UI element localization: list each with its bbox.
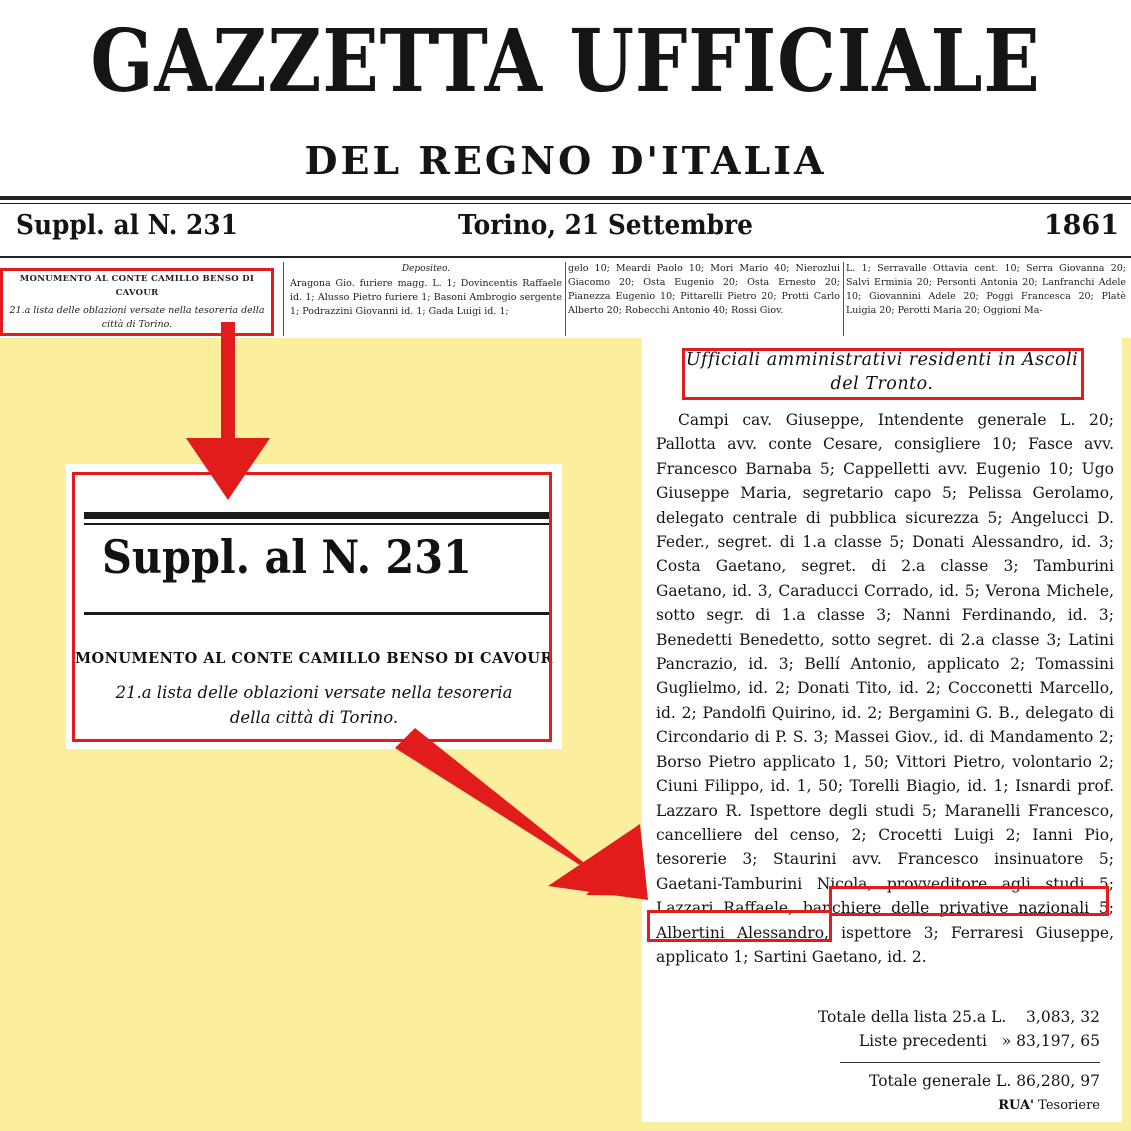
total-list-row xyxy=(818,1008,1100,1026)
zoom-supplement-number: Suppl. al N. 231 xyxy=(102,530,472,584)
totals-rule xyxy=(840,1062,1100,1063)
column-heading: Depositeo. xyxy=(401,264,451,274)
column-divider xyxy=(283,262,284,336)
year: 1861 xyxy=(1043,210,1119,241)
article-heading-line-2: del Tronto. xyxy=(830,374,934,394)
highlight-box-name xyxy=(829,886,1109,916)
highlight-box-title xyxy=(647,910,832,942)
column-divider xyxy=(565,262,566,336)
total-list-value: 3,083, 32 xyxy=(1026,1008,1100,1026)
monument-title-small: MONUMENTO AL CONTE CAMILLO BENSO DI CAVOUR xyxy=(19,274,255,298)
grand-total-label: Totale generale L. xyxy=(869,1072,1012,1090)
dateline xyxy=(0,208,1131,252)
dateline-rule xyxy=(0,256,1131,258)
previous-lists-value: » 83,197, 65 xyxy=(1001,1032,1100,1050)
arrow-diagonal-icon xyxy=(395,728,648,900)
column-excerpt-3: gelo 10; Meardi Paolo 10; Mori Mario 40; Nierozlui Giacomo 20; Osta Eugenio 20; Osta Ernesto 20; Pianezza Eugenio 10; Pittarelli Pietro 20; Protti Carlo Alberto 20; Robecchi Antonio 40; Rossi Giov. xyxy=(568,263,840,316)
article-excerpt xyxy=(642,338,1122,1122)
zoom-monument-title: MONUMENTO AL CONTE CAMILLO BENSO DI CAVOUR xyxy=(74,650,554,667)
grand-total-value: 86,280, 97 xyxy=(1016,1072,1100,1090)
previous-lists-row xyxy=(859,1032,1100,1050)
masthead-rule-thin xyxy=(0,203,1131,204)
masthead-rule xyxy=(0,196,1131,200)
treasurer-role: Tesoriere xyxy=(1038,1098,1100,1113)
column-divider xyxy=(843,262,844,336)
highlight-box-article-heading xyxy=(682,348,1084,400)
total-list-label: Totale della lista 25.a L. xyxy=(817,1008,1007,1026)
article-heading-line-1: Ufficiali amministrativi residenti in Ascoli xyxy=(685,350,1079,370)
newspaper-title: GAZZETTA UFFICIALE xyxy=(90,11,1041,112)
highlight-box-zoom xyxy=(72,472,552,742)
column-excerpt-4: L. 1; Serravalle Ottavia cent. 10; Serra Giovanna 20; Salvi Erminia 20; Personti Antonia 20; Lanfranchi Adele 10; Giovannini Adele 20; Poggi Francesca 20; Platè Luigia 20; Perotti Maria 20; Oggioni Ma- xyxy=(846,263,1126,316)
treasurer-signature xyxy=(998,1098,1100,1113)
article-text-before: Campi cav. Giuseppe, Intendente generale L. 20; Pallotta avv. conte Cesare, consigliere 10; Fasce avv. Francesco Barnaba 5; Cappelletti avv. Eugenio 10; Ugo Giuseppe Maria, segretario capo 5; Pelissa Gerolamo, delegato centrale di pubblica sicurezza 5; Angelucci D. Feder., segret. di 1.a classe 5; Donati Alessandro, id. 3; Costa Gaetano, segret. di 2.a classe 3; Tamburini Gaetano, id. 3, Caraducci Corrado, id. 5; Verona Michele, sotto segr. di 1.a classe 3; Nanni Ferdinando, id. 3; Benedetti Benedetto, sotto segret. di 2.a classe 3; Latini Pancrazio, id. 3; Bellí Antonio, applicato 2; Tomassini Guglielmo, id. 2; Donati Tito, id. 2; Cocconetti Marcello, id. 2; Pandolfi Quirino, id. 2; Bergamini G. B., delegato di Circondario di P. S. 3; Massei Giov., id. di Mandamento 2; Borso Pietro applicato 1, 50; Vittori Pietro, volontario 2; Ciuni Filippo, id. 1, 50; Torelli Biagio, id. 1; Isnardi prof. Lazzaro R. Ispettore degli studi 5; Maranelli Francesco, cancelliere del censo, 2; Crocetti Luigi 2; Ianni Pio, tesorerie 3; Staurini avv. Francesco insinuatore 5; xyxy=(656,411,1114,869)
previous-lists-label: Liste precedenti xyxy=(858,1032,987,1050)
highlight-box-small-heading xyxy=(0,268,274,336)
zoom-list-line-1: 21.a lista delle oblazioni versate nella tesoreria xyxy=(115,683,513,702)
grand-total-row xyxy=(869,1072,1100,1090)
treasurer-name: RUA' xyxy=(998,1098,1035,1113)
article-text-after: Lazzari Raffaele, banchiere delle privative nazionali 5; Albertini Alessandro, ispettore 3; Ferraresi Giuseppe, applicato 1; Sartini Gaetano, id. 2. xyxy=(656,899,1114,966)
supplement-number: Suppl. al N. 231 xyxy=(16,210,238,241)
newspaper-subtitle: DEL REGNO D'ITALIA xyxy=(304,138,827,183)
zoom-list-line-2: della città di Torino. xyxy=(229,708,399,727)
list-subtitle-small: 21.a lista delle oblazioni versate nella tesoreria della città di Torino. xyxy=(9,305,265,330)
column-excerpt-2 xyxy=(290,262,562,338)
article-highlight-text: Gaetani-Tamburini Nicola, provveditore agli studi 5; xyxy=(656,874,1114,893)
place-date: Torino, 21 Settembre xyxy=(458,210,753,241)
column-text: Aragona Gio. furiere magg. L. 1; Dovincentis Raffaele id. 1; Alusso Pietro furiere 1; Basoni Ambrogio sergente 1; Podrazzini Giovanni id. 1; Gada Luigi id. 1; xyxy=(290,278,562,317)
